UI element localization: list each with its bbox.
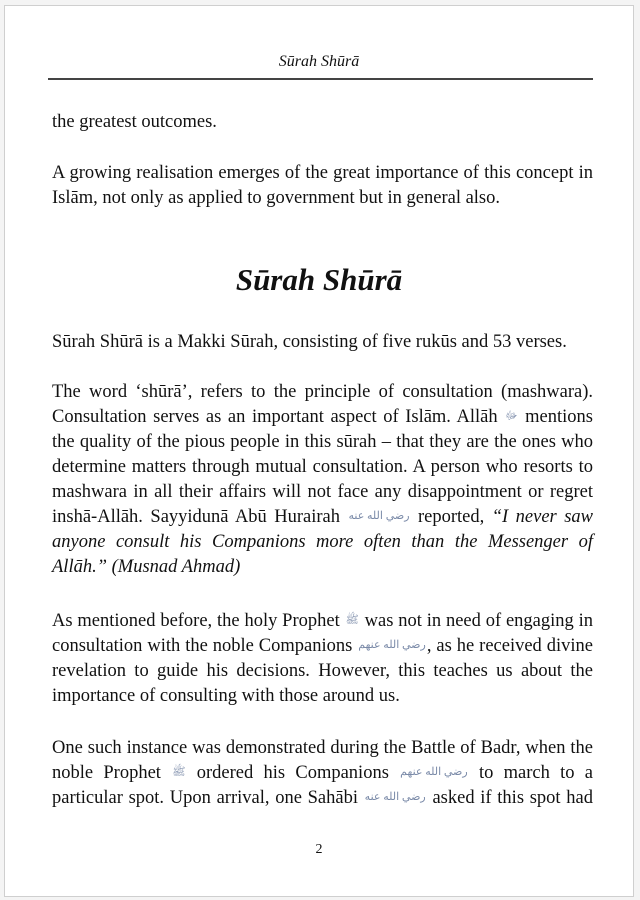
honorific-salallahu-alayhi-wasallam-icon: ﷺ	[345, 614, 359, 626]
section-heading: Sūrah Shūrā	[235, 262, 403, 297]
text-run: mentions the quality of the pious people in this sūrah – that they are the ones who determine matters through mutual consultation. A person who resorts to mashwara in all their affairs will not face any disappointment or regret inshā-Allāh. Sayyidunā Abū Hurairah	[52, 407, 593, 527]
text-run: reported,	[410, 507, 492, 527]
paragraph-battle-of-badr	[52, 736, 593, 811]
honorific-salallahu-alayhi-wasallam-icon: ﷺ	[172, 766, 186, 778]
paragraph-text	[52, 380, 593, 580]
paragraph-text: Sūrah Shūrā is a Makki Sūrah, consisting of five rukūs and 53 verses.	[52, 332, 567, 352]
paragraph-text: the greatest outcomes.	[52, 112, 217, 132]
text-run: One such instance was demonstrated during the Battle of Badr, when the noble Prophet	[52, 738, 593, 783]
running-header: Sūrah Shūrā	[278, 53, 360, 70]
text-run: ordered his Companions	[186, 763, 400, 783]
header-rule	[48, 78, 593, 80]
text-run: The word ‘shūrā’, refers to the principle of consultation (mashwara). Consultation serves as an important aspect of Islām. Allāh	[52, 382, 593, 427]
paragraph-prophet-consultation	[52, 609, 593, 709]
hadith-quote: “I never saw anyone consult his Companions more often than the Messenger of Allāh.” (Musnad Ahmad)	[52, 507, 594, 577]
honorific-radiyallahu-anhu-icon: رضي الله عنه	[348, 510, 410, 522]
paragraph-text: A growing realisation emerges of the great importance of this concept in Islām, not only as applied to government but in general also.	[52, 163, 593, 208]
paragraph-surah-intro	[52, 330, 593, 355]
paragraph-continuation	[52, 110, 593, 135]
honorific-radiyallahu-anhum-icon: رضي الله عنهم	[400, 766, 468, 778]
honorific-radiyallahu-anhu-icon: رضي الله عنه	[364, 791, 426, 803]
document-page	[4, 5, 634, 897]
paragraph-text	[52, 736, 593, 811]
text-run: asked if this spot had	[426, 788, 593, 808]
text-run: to march to a particular spot. Upon arrival, one Sahābi	[52, 763, 593, 808]
text-run: , as he received divine revelation to guide his decisions. However, this teaches us about the importance of consulting with those around us.	[52, 636, 593, 706]
page-number: 2	[315, 842, 323, 857]
paragraph-text	[52, 609, 593, 709]
text-run: As mentioned before, the holy Prophet	[52, 611, 345, 631]
paragraph-importance	[52, 161, 593, 211]
honorific-jalla-jalaluhu-icon: ﷻ	[505, 410, 518, 422]
text-run: was not in need of engaging in consultation with the noble Companions	[52, 611, 593, 656]
paragraph-shura-meaning	[52, 380, 593, 580]
honorific-radiyallahu-anhum-icon: رضي الله عنهم	[358, 639, 426, 651]
